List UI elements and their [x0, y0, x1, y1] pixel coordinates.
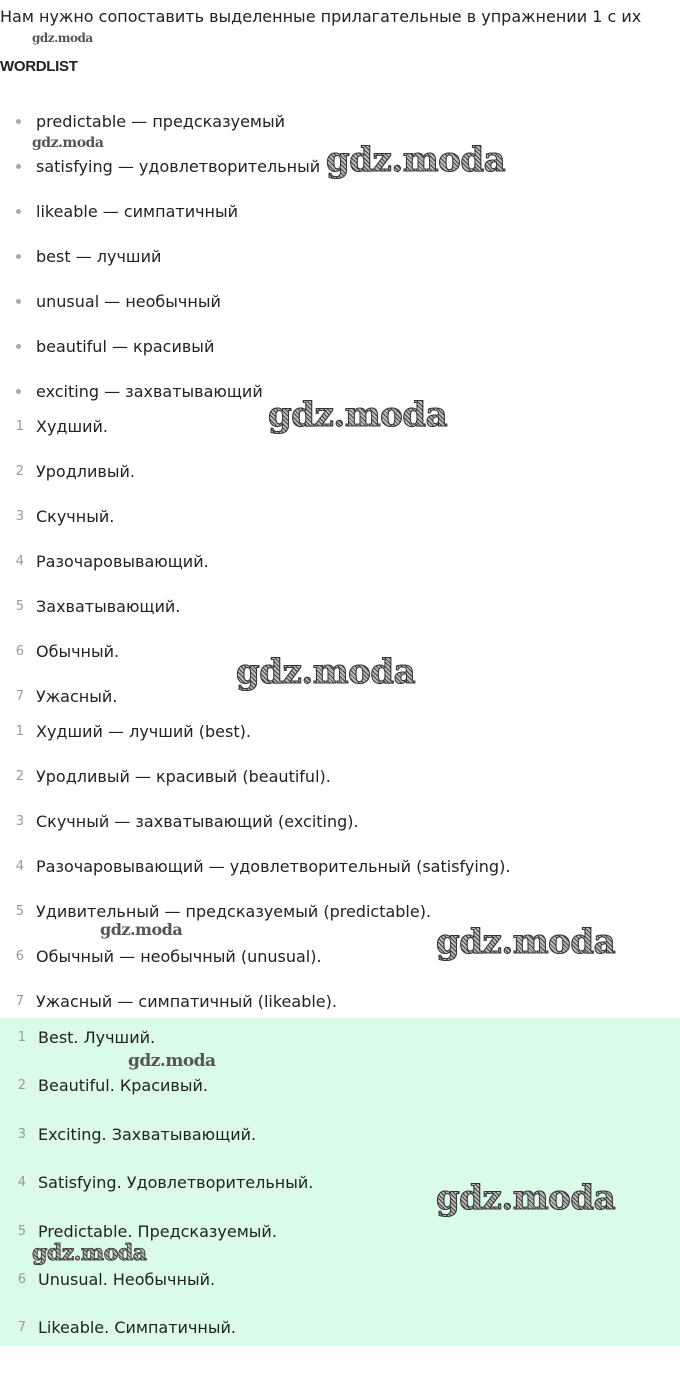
- list-item: 2 Уродливый.: [0, 460, 135, 482]
- list-item: 5 Predictable. Предсказуемый.: [0, 1220, 277, 1242]
- list-item: 2 Beautiful. Красивый.: [0, 1074, 208, 1096]
- list-item: 3 Exciting. Захватывающий.: [0, 1123, 256, 1145]
- watermark: gdz.moda: [32, 1240, 147, 1266]
- watermark: gdz.moda: [32, 31, 93, 45]
- watermark: gdz.moda: [32, 135, 104, 151]
- list-number: 2: [15, 463, 24, 479]
- list-item: 3 Скучный.: [0, 505, 114, 527]
- list-number: 5: [17, 1223, 26, 1239]
- list-item: 6 Обычный.: [0, 640, 119, 662]
- wordlist-heading: WORDLIST: [0, 58, 78, 75]
- list-number: 7: [15, 688, 24, 704]
- list-number: 7: [17, 1319, 26, 1335]
- list-item: 6 Unusual. Необычный.: [0, 1268, 215, 1290]
- list-number: 5: [15, 598, 24, 614]
- watermark: gdz.moda: [436, 922, 616, 962]
- list-item: beautiful — красивый: [0, 335, 214, 357]
- list-number: 6: [15, 948, 24, 964]
- list-number: 7: [15, 993, 24, 1009]
- watermark: gdz.moda: [236, 652, 416, 692]
- list-number: 3: [15, 813, 24, 829]
- list-item: 4 Разочаровывающий.: [0, 550, 209, 572]
- list-item: 7 Ужасный — симпатичный (likeable).: [0, 990, 337, 1012]
- list-item: 7 Ужасный.: [0, 685, 117, 707]
- list-item: 6 Обычный — необычный (unusual).: [0, 945, 322, 967]
- list-number: 1: [17, 1029, 26, 1045]
- list-item: 3 Скучный — захватывающий (exciting).: [0, 810, 359, 832]
- bullet-icon: [0, 114, 36, 129]
- watermark: gdz.moda: [436, 1178, 616, 1218]
- bullet-icon: [0, 294, 36, 309]
- list-number: 2: [17, 1077, 26, 1093]
- list-item: likeable — симпатичный: [0, 200, 238, 222]
- list-item: 7 Likeable. Симпатичный.: [0, 1316, 236, 1338]
- list-number: 1: [15, 418, 24, 434]
- list-item: 2 Уродливый — красивый (beautiful).: [0, 765, 331, 787]
- bullet-icon: [0, 339, 36, 354]
- list-item: 1 Best. Лучший.: [0, 1026, 155, 1048]
- list-number: 2: [15, 768, 24, 784]
- bullet-icon: [0, 384, 36, 399]
- watermark: gdz.moda: [128, 1051, 216, 1071]
- list-item: 5 Удивительный — предсказуемый (predictable).: [0, 900, 431, 922]
- list-item: satisfying — удовлетворительный: [0, 155, 320, 177]
- list-number: 4: [17, 1174, 26, 1190]
- watermark: gdz.moda: [100, 920, 183, 939]
- list-item: 5 Захватывающий.: [0, 595, 180, 617]
- list-number: 5: [15, 903, 24, 919]
- list-number: 4: [15, 858, 24, 874]
- list-item: 4 Satisfying. Удовлетворительный.: [0, 1171, 313, 1193]
- list-number: 3: [15, 508, 24, 524]
- list-number: 6: [15, 643, 24, 659]
- list-number: 3: [17, 1126, 26, 1142]
- list-item: 1 Худший — лучший (best).: [0, 720, 251, 742]
- bullet-icon: [0, 249, 36, 264]
- intro-text: Нам нужно сопоставить выделенные прилагательные в упражнении 1 с их: [0, 7, 642, 26]
- list-number: 1: [15, 723, 24, 739]
- bullet-icon: [0, 159, 36, 174]
- list-number: 6: [17, 1271, 26, 1287]
- list-item: exciting — захватывающий: [0, 380, 263, 402]
- bullet-icon: [0, 204, 36, 219]
- watermark: gdz.moda: [326, 140, 506, 180]
- list-item: predictable — предсказуемый: [0, 110, 285, 132]
- watermark: gdz.moda: [268, 395, 448, 435]
- list-number: 4: [15, 553, 24, 569]
- list-item: best — лучший: [0, 245, 161, 267]
- list-item: 4 Разочаровывающий — удовлетворительный (satisfying).: [0, 855, 510, 877]
- list-item: 1 Худший.: [0, 415, 108, 437]
- list-item: unusual — необычный: [0, 290, 221, 312]
